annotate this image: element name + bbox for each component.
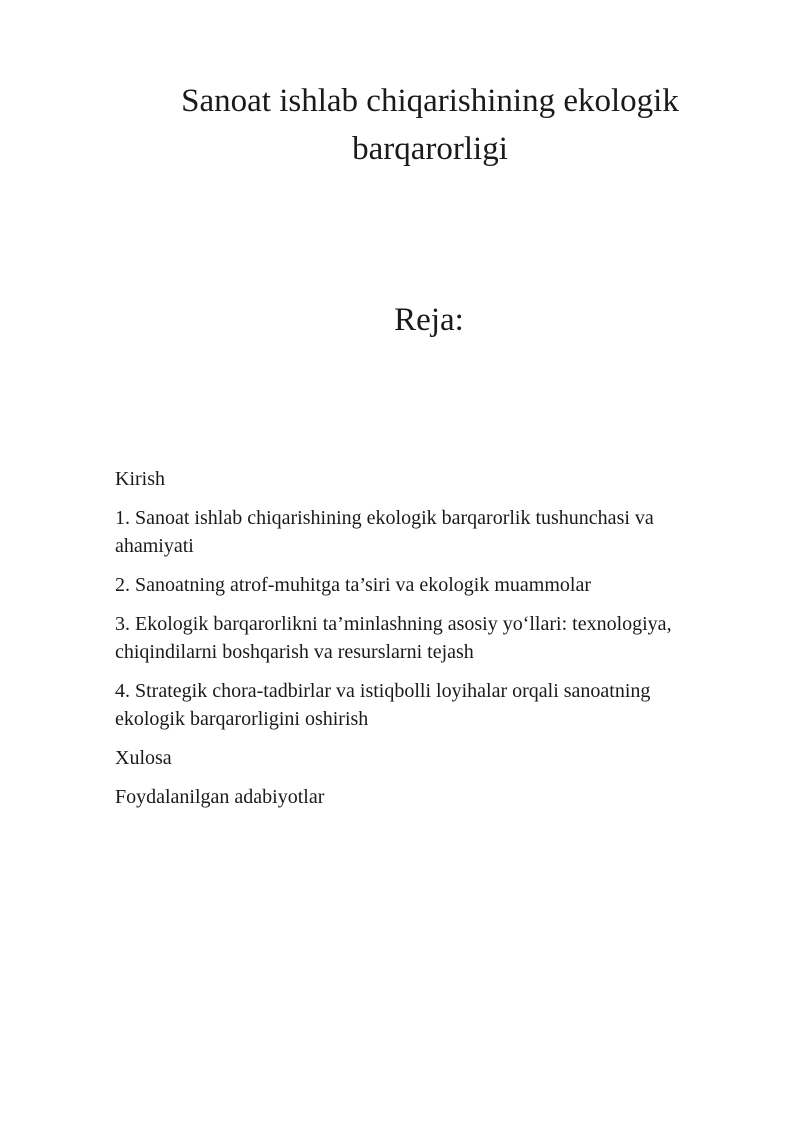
toc-item-3: 3. Ekologik barqarorlikni ta’minlashning asosiy yo‘llari: texnologiya, chiqindilarni boshqarish va resurslarni tejash: [115, 613, 672, 663]
toc-item-2: 2. Sanoatning atrof-muhitga ta’siri va ekologik muammolar: [115, 574, 592, 596]
document-title: Sanoat ishlab chiqarishining ekologik barqarorligi: [181, 83, 679, 167]
plan-heading: Reja:: [394, 302, 464, 338]
table-of-contents: [115, 465, 725, 822]
toc-item-1: 1. Sanoat ishlab chiqarishining ekologik barqarorlik tushunchasi va ahamiyati: [115, 507, 654, 557]
toc-item-references: Foydalanilgan adabiyotlar: [115, 786, 325, 808]
toc-item-introduction: Kirish: [115, 468, 165, 490]
toc-item-4: 4. Strategik chora-tadbirlar va istiqbolli loyihalar orqali sanoatning ekologik barqarorligini oshirish: [115, 680, 651, 730]
toc-item-conclusion: Xulosa: [115, 747, 172, 769]
